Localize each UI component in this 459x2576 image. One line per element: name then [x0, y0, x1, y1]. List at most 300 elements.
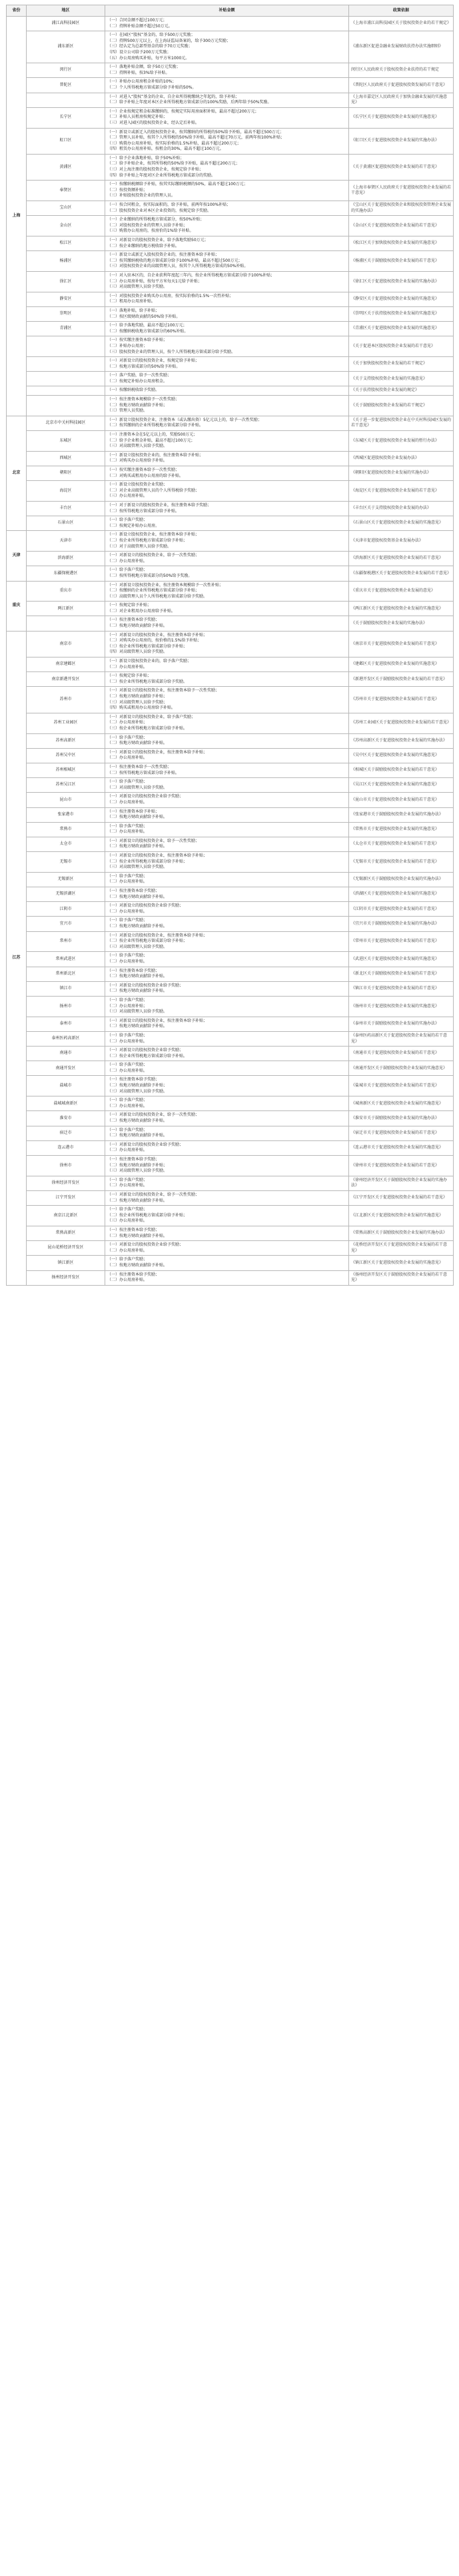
amount-line: （一）给予落户奖励；: [107, 568, 148, 573]
document-cell: 《无锡市关于促进股权投资企业发展的若干意见》: [349, 852, 454, 873]
amount-line: （三）对高级管理人员给予奖励。: [107, 865, 168, 870]
table-row: [7, 602, 454, 616]
amount-line: （一）对新设立的股权投资企业给予奖励；: [107, 1142, 184, 1147]
amount-cell: [105, 372, 349, 386]
document-cell: 《苏州高新区关于促进股权投资企业发展的实施办法》: [349, 733, 454, 748]
amount-cell: [105, 631, 349, 657]
amount-line: （二）办公用房补贴。: [107, 829, 148, 835]
region-cell: 江阴市: [27, 902, 105, 917]
table-row: [7, 1031, 454, 1046]
amount-line: （二）按企业所得税地方留成部分给予补贴。: [107, 1053, 188, 1059]
amount-cell: [105, 31, 349, 63]
amount-line: （二）对企业高级管理人员的个人所得税给予奖励；: [107, 488, 200, 493]
table-row: [7, 466, 454, 481]
document-cell: 《宜兴市关于鼓励股权投资企业发展的实施办法》: [349, 917, 454, 931]
amount-line: （一）给予企业落地补贴，给予50%补贴；: [107, 155, 185, 161]
amount-line: （一）落地补贴，给予补贴；: [107, 308, 160, 313]
region-cell: 滨海新区: [27, 552, 105, 566]
table-row: [7, 1226, 454, 1240]
amount-cell: [105, 501, 349, 516]
amount-line: （一）按实缴注册资本给予补贴；: [107, 338, 168, 343]
amount-cell: [105, 917, 349, 931]
amount-line: （二）按地方财政贡献给予补贴。: [107, 741, 168, 746]
table-row: [7, 78, 454, 93]
document-cell: 《东城区关于促进股权投资企业发展的暂行办法》: [349, 431, 454, 452]
amount-cell: [105, 451, 349, 466]
table-row: [7, 837, 454, 851]
amount-cell: [105, 322, 349, 336]
amount-cell: [105, 154, 349, 180]
table-row: [7, 1076, 454, 1096]
region-cell: 松江区: [27, 236, 105, 251]
amount-line: （一）对新设立股权投资企业，按注册资本规模给予一次性补贴；: [107, 582, 224, 588]
amount-line: （二）持牌500万元以上，在上海证监局备案的，给予300万元奖励；: [107, 38, 230, 43]
amount-line: （二）按企业缴纳的地方税收给予补贴。: [107, 243, 180, 248]
table-row: [7, 501, 454, 516]
amount-line: （一）按注册资本给予一次性奖励；: [107, 764, 172, 769]
region-cell: 常熟市: [27, 822, 105, 837]
amount-cell: [105, 481, 349, 502]
amount-line: （二）办公用房补贴。: [107, 909, 148, 914]
document-cell: 《关于黄浦区促进股权投资企业发展的若干意见》: [349, 154, 454, 180]
amount-line: （二）按缴纳税收地方留成部分的60%补贴。: [107, 328, 189, 334]
document-cell: 《淮安市关于鼓励股权投资企业发展的实施办法》: [349, 1111, 454, 1126]
region-cell: 西城区: [27, 451, 105, 466]
amount-cell: [105, 431, 349, 452]
document-cell: 《吴江区关于促进股权投资企业发展的实施意见》: [349, 778, 454, 793]
amount-line: （一）按注册资本给予奖励；: [107, 1272, 160, 1277]
province-cell: 天津: [7, 531, 27, 581]
amount-line: （一）新设立股权投资企业的，按注册资本给予补贴；: [107, 452, 204, 458]
amount-line: （二）按地方财政贡献给予补贴；: [107, 1083, 168, 1088]
region-cell: 淮安市: [27, 1111, 105, 1126]
amount-line: （一）按注册资本给予奖励；: [107, 618, 160, 623]
table-row: [7, 17, 454, 31]
amount-cell: [105, 357, 349, 372]
region-cell: 南京新港开发区: [27, 672, 105, 687]
amount-line: （二）办公用房补贴。: [107, 959, 148, 964]
amount-line: （三）对高级管理人员给予奖励。: [107, 1168, 168, 1174]
amount-cell: [105, 967, 349, 981]
header-document: 政策依据: [349, 5, 454, 17]
region-cell: 宜兴市: [27, 917, 105, 931]
amount-line: （一）按注册资本给予奖励；: [107, 1157, 160, 1162]
document-cell: 《南通市关于促进股权投资企业发展的若干意见》: [349, 1047, 454, 1061]
amount-cell: [105, 902, 349, 917]
amount-cell: [105, 602, 349, 616]
amount-line: （二）办公用房补贴。: [107, 1183, 148, 1188]
region-cell: 昆山市: [27, 793, 105, 807]
region-cell: 天津市: [27, 531, 105, 552]
amount-line: （二）按区级财政贡献的50%给予补贴。: [107, 314, 181, 319]
table-row: [7, 322, 454, 336]
region-cell: 崇明区: [27, 306, 105, 321]
amount-line: （二）按所得税地方留成部分给予补贴。: [107, 508, 180, 514]
table-row: [7, 902, 454, 917]
amount-line: （二）按所得税地方留成部分给予补贴。: [107, 770, 180, 775]
table-row: [7, 1206, 454, 1226]
amount-cell: [105, 872, 349, 887]
amount-line: （一）对新设立的股权投资企业，给予一次性奖励；: [107, 838, 200, 843]
amount-line: （一）新设立股权投资企业奖励；: [107, 482, 168, 488]
amount-cell: [105, 733, 349, 748]
amount-cell: [105, 1206, 349, 1226]
region-cell: 朝阳区: [27, 466, 105, 481]
amount-line: （三）管理人员奖励。: [107, 408, 148, 414]
document-cell: 《静安区关于促进股权投资企业发展的实施意见》: [349, 292, 454, 306]
amount-line: （一）对新设立的股权投资企业，按注册资本给予补贴；: [107, 933, 208, 938]
amount-line: （一）给予落户奖励；: [107, 823, 148, 829]
amount-cell: [105, 251, 349, 272]
table-row: [7, 1017, 454, 1031]
amount-cell: [105, 271, 349, 292]
amount-line: （一）给予落户奖励；: [107, 779, 148, 785]
amount-cell: [105, 1017, 349, 1031]
amount-line: （一）按缴纳税额给予补贴，按其实际缴纳税额的50%，最高不超过100万元；: [107, 182, 248, 187]
table-row: [7, 1190, 454, 1205]
amount-line: （三）对上海注册的股权投资企业，按规定给予补贴；: [107, 167, 204, 173]
document-cell: 《重庆市关于促进股权投资类企业发展的意见》: [349, 581, 454, 602]
region-cell: 虹口区: [27, 128, 105, 154]
policy-table: [6, 5, 454, 1286]
amount-line: （二）对购买办公用房给予补贴。: [107, 458, 168, 464]
amount-line: （二）对企业租用办公用房给予补贴。: [107, 608, 176, 614]
document-cell: 《扬州市关于促进股权投资企业发展的实施意见》: [349, 996, 454, 1017]
amount-line: （二）按企业所得税地方留成部分给予补贴；: [107, 859, 188, 864]
amount-cell: [105, 17, 349, 31]
amount-line: （一）给予落户奖励；: [107, 1098, 148, 1103]
amount-cell: [105, 552, 349, 566]
region-cell: 东疆保税港区: [27, 566, 105, 581]
amount-line: （二）办公用房补贴。: [107, 755, 148, 761]
amount-cell: [105, 1076, 349, 1096]
amount-line: （一）新设立股权投资企业的，给予落户奖励；: [107, 659, 192, 664]
amount-line: （二）股权投资企业对本区企业投资的，按规定给予奖励。: [107, 208, 212, 213]
amount-line: （二）办公用房补贴。: [107, 1068, 148, 1073]
table-row: [7, 236, 454, 251]
document-cell: 《南京市关于促进股权投资企业发展的若干意见》: [349, 631, 454, 657]
table-header-row: [7, 5, 454, 17]
document-cell: 《两江新区关于促进股权投资企业发展的实施意见》: [349, 602, 454, 616]
amount-line: （二）按地方财政贡献给予补贴。: [107, 924, 168, 929]
amount-cell: [105, 996, 349, 1017]
document-cell: 《扬州经济开发区关于鼓励股权投资企业发展的若干意见》: [349, 1270, 454, 1285]
table-row: [7, 396, 454, 416]
amount-line: （一）给予落户奖励；: [107, 1127, 148, 1132]
amount-line: （一）对新设立的股权投资企业，按注册资本给予补贴；: [107, 749, 208, 755]
amount-cell: [105, 128, 349, 154]
region-cell: 丰台区: [27, 501, 105, 516]
amount-line: （二）按其缴纳的企业所得税地方留成部分给予补贴。: [107, 423, 204, 428]
region-cell: 常熟高新区: [27, 1226, 105, 1240]
table-row: [7, 1176, 454, 1190]
amount-line: （一）对新设立的股权投资企业，给予一次性奖励；: [107, 1112, 200, 1118]
amount-line: （二）办公用房补贴；: [107, 1003, 148, 1009]
region-cell: 昆山花桥经济开发区: [27, 1241, 105, 1256]
amount-line: （三）对高级管理人员给予奖励。: [107, 1009, 168, 1015]
document-cell: 《镇江新区关于促进股权投资企业发展的实施意见》: [349, 1256, 454, 1270]
amount-line: （二）对购买办公用房的，按价格的1.5%给予补贴；: [107, 638, 202, 644]
document-cell: 《盐城市关于促进股权投资企业发展的若干意见》: [349, 1076, 454, 1096]
region-cell: 宿迁市: [27, 1126, 105, 1140]
amount-line: （一）给予落户奖励；: [107, 735, 148, 740]
table-row: [7, 1126, 454, 1140]
amount-line: （二）按投资额补贴；: [107, 187, 148, 193]
document-cell: 《连云港市关于促进股权投资企业发展的实施意见》: [349, 1140, 454, 1155]
amount-line: （一）对新设立的股权投资企业给予奖励；: [107, 983, 184, 988]
amount-line: （一）对新设立的股权投资企业，按注册资本给予一次性奖励；: [107, 688, 220, 693]
document-cell: 《花桥经济开发区关于促进股权投资企业发展的若干意见》: [349, 1241, 454, 1256]
document-cell: 《昆山市关于促进股权投资企业发展的若干意见》: [349, 793, 454, 807]
table-row: [7, 822, 454, 837]
amount-line: （一）按注册资本给予奖励；: [107, 1077, 160, 1082]
amount-line: （三）对高级管理人员给予奖励；: [107, 699, 168, 705]
document-cell: 《朝阳区促进股权投资企业发展的实施办法》: [349, 466, 454, 481]
region-cell: 苏州市: [27, 687, 105, 713]
table-row: [7, 416, 454, 430]
amount-cell: [105, 1047, 349, 1061]
amount-cell: [105, 1241, 349, 1256]
amount-cell: [105, 201, 349, 216]
table-row: [7, 431, 454, 452]
amount-line: （三）股权投资企业的管理人员，按个人所得税地方留成部分给予奖励。: [107, 349, 236, 354]
document-cell: 《苏州市关于促进股权投资企业发展的若干意见》: [349, 687, 454, 713]
amount-line: （五）办公用房购买补贴，每平方米1000元。: [107, 55, 190, 61]
region-cell: 南京市: [27, 631, 105, 657]
table-row: [7, 616, 454, 631]
amount-line: （一）对入驻本区的，自企业获利年度起三年内，按企业所得税地方留成部分给予100%补贴；: [107, 272, 275, 278]
amount-line: （二）按地方财政贡献给予补贴；: [107, 694, 168, 699]
amount-line: （二）按企业所得税地方留成部分给予补贴；: [107, 1212, 188, 1218]
amount-line: （二）办公用房补贴。: [107, 1103, 148, 1108]
amount-line: （二）按地方财政贡献给予补贴。: [107, 844, 168, 849]
amount-line: （三）对高级管理人员给予奖励。: [107, 1088, 168, 1094]
amount-line: （二）持牌补贴，按3%给予补贴。: [107, 70, 170, 75]
table-row: [7, 917, 454, 931]
table-row: [7, 872, 454, 887]
region-cell: 苏州高新区: [27, 733, 105, 748]
table-row: [7, 1111, 454, 1126]
document-cell: 《滨海新区关于促进股权投资企业发展的若干意见》: [349, 552, 454, 566]
region-cell: 奉贤区: [27, 181, 105, 201]
region-cell: 苏州吴江区: [27, 778, 105, 793]
document-cell: 《江阴市关于促进股权投资企业发展的若干意见》: [349, 902, 454, 917]
table-row: [7, 566, 454, 581]
amount-line: （二）持牌补贴金额不超过50万元。: [107, 23, 173, 29]
document-cell: 《吴中区关于促进股权投资企业发展的实施意见》: [349, 748, 454, 763]
amount-cell: [105, 466, 349, 481]
region-cell: 镇江市: [27, 981, 105, 996]
amount-line: （二）办公用房补贴。: [107, 558, 148, 564]
amount-cell: [105, 852, 349, 873]
table-row: [7, 201, 454, 216]
amount-cell: [105, 837, 349, 851]
amount-cell: [105, 416, 349, 430]
table-row: [7, 531, 454, 552]
region-cell: 无锡滨湖区: [27, 887, 105, 902]
region-cell: 浦江高科技园区: [27, 17, 105, 31]
amount-line: （二）按地方财政贡献给予补贴。: [107, 974, 168, 979]
amount-line: （四）租赁办公用房补贴，按租金的30%，最高不超过100万元。: [107, 147, 224, 152]
document-cell: 《关于鼓励股权投资企业发展的实施办法》: [349, 616, 454, 631]
region-cell: [27, 396, 105, 416]
region-cell: 金山区: [27, 216, 105, 236]
amount-line: （一）对新设立的股权投资企业给予奖励；: [107, 1048, 184, 1053]
table-row: [7, 672, 454, 687]
amount-line: （二）按地方财政贡献给予补贴；: [107, 402, 168, 408]
amount-line: （二）按地方财政贡献给予补贴。: [107, 1118, 168, 1124]
amount-line: （三）对高级管理人员给予奖励。: [107, 284, 168, 290]
region-cell: 南京江北新区: [27, 1206, 105, 1226]
table-row: [7, 1256, 454, 1270]
amount-line: （一）对新设立的股权投资企业，按注册资本给予补贴；: [107, 1018, 208, 1023]
region-cell: 浦东新区: [27, 31, 105, 63]
table-row: [7, 687, 454, 713]
amount-line: （一）注册资本金在5亿元以上的，奖励500万元；: [107, 432, 198, 438]
amount-line: （二）按地方财政贡献给予补贴。: [107, 1262, 168, 1268]
table-row: [7, 516, 454, 531]
document-cell: 《丰台区关于支持股权投资企业发展的办法》: [349, 501, 454, 516]
amount-line: （一）给予落户奖励；: [107, 1207, 148, 1212]
region-cell: 长宁区: [27, 107, 105, 128]
amount-line: （二）办公用房补贴。: [107, 664, 148, 669]
document-cell: 《宝山区关于促进股权投资企业和股权投资管理企业发展的实施办法》: [349, 201, 454, 216]
amount-line: （一）按注册资本给予奖励；: [107, 1227, 160, 1232]
amount-line: （一）新设立或新迁入的股权投资企业，按其缴纳的所得税的50%给予补贴，最高不超过500万元；: [107, 129, 284, 135]
table-row: [7, 481, 454, 502]
table-row: [7, 552, 454, 566]
amount-line: （一）对新设立的股权投资企业，给予落户奖励；: [107, 714, 196, 719]
table-row: [7, 292, 454, 306]
amount-cell: [105, 236, 349, 251]
region-cell: 北京市中关村科技园区: [27, 416, 105, 430]
province-cell: 上海: [7, 17, 27, 416]
amount-cell: [105, 1176, 349, 1190]
amount-line: （三）按企业所得税地方留成部分给予补贴；: [107, 644, 188, 649]
region-cell: 苏州吴中区: [27, 748, 105, 763]
document-cell: 《东疆保税港区关于促进股权投资企业发展的若干意见》: [349, 566, 454, 581]
region-cell: 苏州工业园区: [27, 713, 105, 733]
table-row: [7, 1270, 454, 1285]
province-cell: 北京: [7, 416, 27, 531]
amount-line: （四）设立公司给予200万元奖励；: [107, 49, 171, 55]
amount-line: （二）按其缴纳税收的地方留成部分给予100%补贴，最高不超过500万元；: [107, 258, 242, 263]
region-cell: 常州市: [27, 931, 105, 952]
table-row: [7, 952, 454, 967]
region-cell: 常州新北区: [27, 967, 105, 981]
amount-cell: [105, 822, 349, 837]
amount-line: （一）给予落户奖励；: [107, 1177, 148, 1182]
document-cell: 《关于支持股权投资企业发展的实施意见》: [349, 372, 454, 386]
amount-line: （一）新设立股权投资企业，注册资本（或认缴出资）5亿元以上的，给予一次性奖励；: [107, 417, 262, 422]
amount-cell: [105, 763, 349, 777]
document-cell: 《张家港市关于鼓励股权投资企业发展的实施办法》: [349, 807, 454, 822]
document-cell: 《武进区关于促进股权投资企业发展的实施意见》: [349, 952, 454, 967]
document-cell: 《常熟高新区关于鼓励股权投资企业发展的实施办法》: [349, 1226, 454, 1240]
document-cell: 《关于鼓励股权投资企业发展的若干规定》: [349, 396, 454, 416]
region-cell: 常州武进区: [27, 952, 105, 967]
amount-line: （一）按注册资本规模给予一次性奖励；: [107, 397, 180, 402]
region-cell: 南通市: [27, 1047, 105, 1061]
table-row: [7, 357, 454, 372]
amount-line: （三）购置办公用房的，按房价的1%给予补贴。: [107, 228, 194, 234]
table-row: [7, 386, 454, 396]
amount-cell: [105, 181, 349, 201]
table-row: [7, 1140, 454, 1155]
document-cell: 《青浦区关于促进股权投资企业发展的实施意见》: [349, 322, 454, 336]
region-cell: 普陀区: [27, 78, 105, 93]
amount-cell: [105, 566, 349, 581]
document-cell: 《徐汇区关于促进股权投资企业发展的实施办法》: [349, 271, 454, 292]
amount-line: （一）对新设立的股权投资企业给予奖励；: [107, 794, 184, 799]
document-cell: 《上海市浦江高科技园区关于股权投资企业的若干规定》: [349, 17, 454, 31]
document-cell: 《无锡新区关于鼓励股权投资企业发展的实施办法》: [349, 872, 454, 887]
document-cell: 《上海市奉贤区人民政府关于促进股权投资企业发展的若干意见》: [349, 181, 454, 201]
table-row: [7, 887, 454, 902]
amount-line: （一）落地补贴金额，给予50万元奖励；: [107, 65, 181, 70]
region-cell: [27, 372, 105, 386]
document-cell: 《城南新区关于促进股权投资企业发展的实施意见》: [349, 1096, 454, 1111]
amount-cell: [105, 981, 349, 996]
amount-cell: [105, 1061, 349, 1076]
amount-cell: [105, 807, 349, 822]
amount-cell: [105, 713, 349, 733]
amount-line: （一）按实缴注册资本给予一次性奖励；: [107, 468, 180, 472]
region-cell: 南通开发区: [27, 1061, 105, 1076]
amount-line: （一）对新设立的股权投资企业给予奖励；: [107, 1242, 184, 1248]
amount-cell: [105, 1226, 349, 1240]
amount-cell: [105, 1126, 349, 1140]
document-cell: 《泰州市关于鼓励股权投资企业发展的实施办法》: [349, 1017, 454, 1031]
amount-line: （二）按地方财政贡献给予补贴。: [107, 894, 168, 899]
amount-line: （二）办公用房补贴。: [107, 879, 148, 885]
amount-line: （一）按规定给予补贴；: [107, 673, 152, 679]
region-cell: 泰州医药高新区: [27, 1031, 105, 1046]
region-cell: 宝山区: [27, 201, 105, 216]
table-row: [7, 931, 454, 952]
table-row: [7, 372, 454, 386]
document-cell: 《关于扶持股权投资企业发展的规定》: [349, 386, 454, 396]
document-cell: 《长宁区关于促进股权投资企业发展的实施意见》: [349, 107, 454, 128]
amount-line: （一）对新设立的股权投资企业给予奖励；: [107, 903, 184, 909]
amount-cell: [105, 793, 349, 807]
region-cell: 扬州市: [27, 996, 105, 1017]
region-cell: 江宁开发区: [27, 1190, 105, 1205]
amount-line: （二）补贴人员租房按规定补贴；: [107, 115, 168, 120]
province-cell: 重庆: [7, 581, 27, 631]
amount-line: （一）给予落户奖励；: [107, 518, 148, 523]
document-cell: 《建邺区关于促进股权投资企业发展的实施意见》: [349, 657, 454, 672]
region-cell: 徐州市: [27, 1156, 105, 1176]
amount-line: （三）办公用房补贴。: [107, 494, 148, 499]
amount-line: （一）给予落户奖励；: [107, 1257, 148, 1262]
document-cell: 《普陀区人民政府关于促进股权投资发展的若干意见》: [349, 78, 454, 93]
region-cell: [27, 93, 105, 107]
amount-line: （二）给予企业租金补贴，最高不超过100万元；: [107, 438, 195, 443]
amount-line: （一）对新设立的股权投资企业，给予一次性奖励；: [107, 1192, 200, 1197]
amount-line: （三）对股权投资企业的高级管理人员，按其个人所得税地方留成的50%补贴。: [107, 264, 248, 269]
table-row: [7, 996, 454, 1017]
amount-line: （三）高级管理人员个人所得税地方留成部分给予奖励。: [107, 594, 208, 599]
amount-cell: [105, 931, 349, 952]
document-cell: 《杨浦区关于鼓励股权投资企业发展的若干意见》: [349, 251, 454, 272]
amount-line: （一）给予落地奖励，最高不超过100万元；: [107, 323, 187, 328]
amount-line: （一）按注册资本给予奖励；: [107, 889, 160, 894]
amount-line: （一）对进入“股权”基金的企业，自企业所得税缴纳之年起的，给予补贴；: [107, 94, 240, 99]
amount-line: （二）租用办公用房补贴。: [107, 299, 156, 304]
amount-line: （二）办公用房补贴；: [107, 720, 148, 725]
amount-line: （一）按规定给予补贴；: [107, 603, 152, 608]
